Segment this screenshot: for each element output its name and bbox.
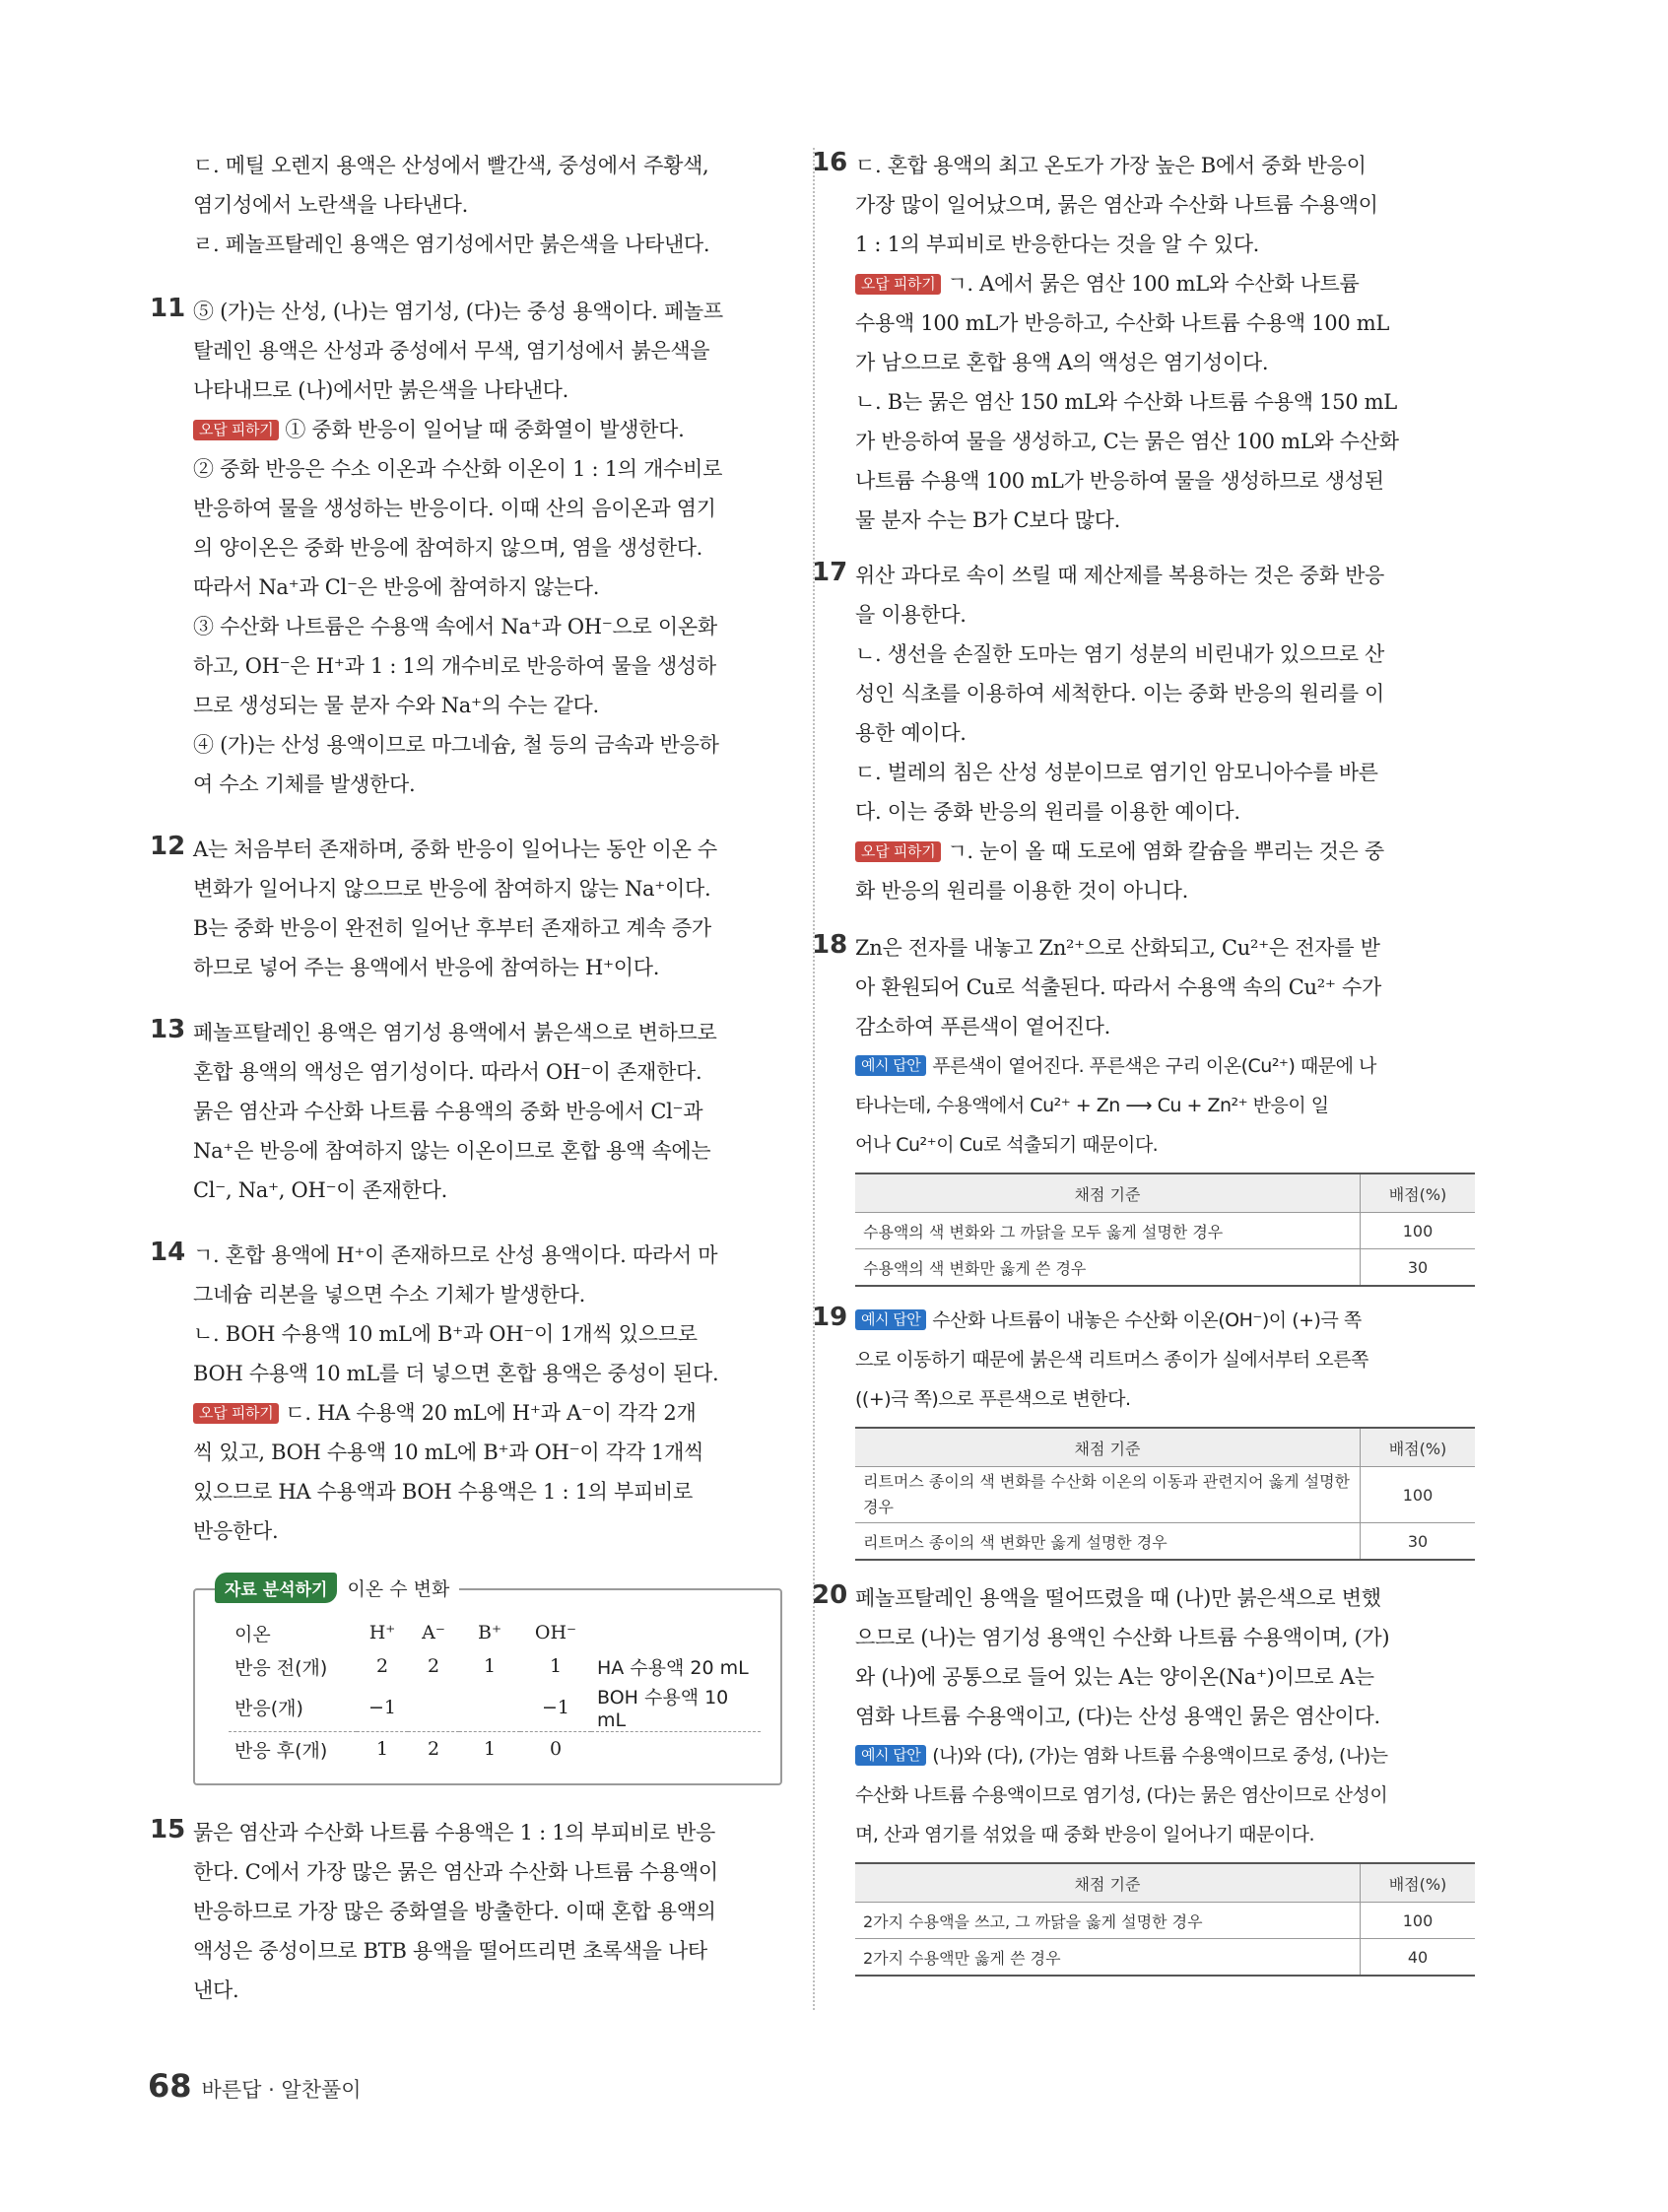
tag-line-text: (나)와 (다), (가)는 염화 나트륨 수용액이므로 중성, (나)는 [932, 1745, 1388, 1767]
question-number: 14 [150, 1238, 186, 1267]
question-number: 17 [812, 558, 848, 587]
text-line: 다. 이는 중화 반응의 원리를 이용한 예이다. [855, 800, 1240, 824]
wrong-answer-tag: 오답 피하기 [855, 841, 941, 862]
question-number: 19 [812, 1303, 848, 1332]
table-row [855, 1523, 1475, 1561]
text-line: 가장 많이 일어났으며, 묽은 염산과 수산화 나트륨 수용액이 [855, 193, 1378, 217]
scoring-table [855, 1427, 1475, 1561]
answer-18 [812, 928, 1475, 1287]
question-number: 15 [150, 1815, 186, 1844]
text-line: 반응하므로 가장 많은 중화열을 방출한다. 이때 혼합 용액의 [193, 1900, 716, 1923]
table-cell: 0 [520, 1732, 591, 1767]
table-cell: 2 [375, 1655, 389, 1677]
text-line: 가 남으므로 혼합 용액 A의 액성은 염기성이다. [855, 351, 1269, 374]
table-row [229, 1683, 761, 1732]
table-cell: 이온 [234, 1623, 271, 1645]
text-line: 낸다. [193, 1978, 239, 2002]
wrong-answer-tag: 오답 피하기 [193, 1403, 279, 1424]
text-line: ㄷ. 벌레의 침은 산성 성분이므로 염기인 암모니아수를 바른 [855, 761, 1378, 784]
left-column [150, 146, 777, 2010]
text-line: 있으므로 HA 수용액과 BOH 수용액은 1 : 1의 부피비로 [193, 1480, 693, 1504]
text-line: Na⁺은 반응에 참여하지 않는 이온이므로 혼합 용액 속에는 [193, 1139, 711, 1163]
text-line: 감소하여 푸른색이 옅어진다. [855, 1015, 1110, 1039]
table-header-cell: 채점 기준 [855, 1173, 1361, 1213]
text-line: 수산화 나트륨 수용액이므로 염기성, (다)는 묽은 염산이므로 산성이 [855, 1784, 1388, 1806]
page-number: 68 [148, 2067, 192, 2105]
table-cell [591, 1616, 761, 1649]
table-cell: 1 [483, 1655, 497, 1677]
tag-line-text: ㄷ. HA 수용액 20 mL에 H⁺과 A⁻이 각각 2개 [285, 1401, 697, 1425]
tagged-line [855, 264, 1475, 303]
text-line: 화 반응의 원리를 이용한 것이 아니다. [855, 879, 1189, 903]
table-cell [408, 1683, 459, 1732]
text-line: 수용액 100 mL가 반응하고, 수산화 나트륨 수용액 100 mL [855, 311, 1390, 335]
text-line: B는 중화 반응이 완전히 일어난 후부터 존재하고 계속 증가 [193, 916, 711, 940]
column-divider [813, 148, 815, 2010]
page-footer [148, 2067, 362, 2105]
text-line: ㄱ. 혼합 용액에 H⁺이 존재하므로 산성 용액이다. 따라서 마 [193, 1243, 718, 1267]
table-cell: 100 [1361, 1213, 1476, 1249]
text-line: 으므로 (나)는 염기성 용액인 수산화 나트륨 수용액이며, (가) [855, 1626, 1390, 1649]
right-column [812, 146, 1475, 1982]
question-number: 12 [150, 832, 186, 861]
text-line: 염화 나트륨 수용액이고, (다)는 산성 용액인 묽은 염산이다. [855, 1705, 1380, 1728]
table-cell: 리트머스 종이의 색 변화만 옳게 설명한 경우 [855, 1523, 1361, 1561]
data-analysis-header [215, 1573, 459, 1603]
table-cell: B⁺ [478, 1622, 501, 1643]
table-cell [459, 1683, 520, 1732]
table-cell: 반응(개) [234, 1698, 303, 1719]
table-cell: 40 [1361, 1939, 1476, 1977]
table-header-row [229, 1616, 761, 1649]
table-cell: 1 [549, 1655, 563, 1677]
table-cell: BOH 수용액 10 mL [597, 1687, 729, 1731]
table-cell: 100 [1361, 1903, 1476, 1939]
tagged-line [855, 1301, 1475, 1340]
question-number: 13 [150, 1015, 186, 1044]
table-row [855, 1939, 1475, 1977]
text-line: 페놀프탈레인 용액은 염기성 용액에서 붉은색으로 변하므로 [193, 1021, 717, 1044]
wrong-answer-tag: 오답 피하기 [855, 274, 941, 295]
text-line: 와 (나)에 공통으로 들어 있는 A는 양이온(Na⁺)이므로 A는 [855, 1665, 1374, 1689]
text-line: 변화가 일어나지 않으므로 반응에 참여하지 않는 Na⁺이다. [193, 877, 711, 901]
text-line: 씩 있고, BOH 수용액 10 mL에 B⁺과 OH⁻이 각각 1개씩 [193, 1441, 704, 1464]
question-number: 20 [812, 1580, 848, 1610]
tagged-line [193, 1393, 777, 1433]
text-line: 1 : 1의 부피비로 반응한다는 것을 알 수 있다. [855, 233, 1260, 256]
answer-12 [150, 830, 777, 987]
ion-count-table [229, 1616, 761, 1766]
text-line: 액성은 중성이므로 BTB 용액을 떨어뜨리면 초록색을 나타 [193, 1939, 707, 1963]
text-line: ㄴ. 생선을 손질한 도마는 염기 성분의 비린내가 있으므로 산 [855, 642, 1385, 666]
text-line: 묽은 염산과 수산화 나트륨 수용액은 1 : 1의 부피비로 반응 [193, 1821, 715, 1844]
text-line: 아 환원되어 Cu로 석출된다. 따라서 수용액 속의 Cu²⁺ 수가 [855, 975, 1381, 999]
table-cell: HA 수용액 20 mL [597, 1656, 749, 1679]
wrong-answer-tag: 오답 피하기 [193, 420, 279, 440]
model-answer-tag: 예시 답안 [855, 1055, 926, 1076]
table-header-row [855, 1428, 1475, 1467]
text-line: 나트륨 수용액 100 mL가 반응하여 물을 생성하므로 생성된 [855, 469, 1384, 493]
table-header-cell: 배점(%) [1361, 1428, 1476, 1467]
text-line: 염기성에서 노란색을 나타낸다. [193, 193, 468, 217]
table-cell: 1 [357, 1732, 408, 1767]
table-cell: 2 [408, 1732, 459, 1767]
tag-line-text: ㄱ. 눈이 올 때 도로에 염화 칼슘을 뿌리는 것은 중 [947, 839, 1384, 863]
table-cell: 2가지 수용액만 옳게 쓴 경우 [855, 1939, 1361, 1977]
answer-10-continued [193, 146, 777, 264]
text-line: 므로 생성되는 물 분자 수와 Na⁺의 수는 같다. [193, 694, 599, 717]
tagged-line [855, 1046, 1475, 1086]
answer-20 [812, 1578, 1475, 1977]
table-row [855, 1249, 1475, 1287]
tag-line-text: 푸른색이 옅어진다. 푸른색은 구리 이온(Cu²⁺) 때문에 나 [932, 1055, 1376, 1077]
table-cell: 2가지 수용액을 쓰고, 그 까닭을 옳게 설명한 경우 [855, 1903, 1361, 1939]
text-line: 따라서 Na⁺과 Cl⁻은 반응에 참여하지 않는다. [193, 575, 600, 599]
page-footer-label: 바른답 · 알찬풀이 [201, 2078, 362, 2102]
text-line: Cl⁻, Na⁺, OH⁻이 존재한다. [193, 1178, 447, 1202]
text-line: 페놀프탈레인 용액을 떨어뜨렸을 때 (나)만 붉은색으로 변했 [855, 1586, 1381, 1610]
text-line: 으로 이동하기 때문에 붉은색 리트머스 종이가 실에서부터 오른쪽 [855, 1349, 1368, 1371]
table-row [855, 1467, 1475, 1523]
table-cell: −1 [367, 1696, 396, 1718]
tag-line-text: ① 중화 반응이 일어날 때 중화열이 발생한다. [285, 418, 685, 441]
text-line: BOH 수용액 10 mL를 더 넣으면 혼합 용액은 중성이 된다. [193, 1362, 719, 1385]
table-cell: 반응 후(개) [229, 1732, 357, 1767]
table-cell: 반응 전(개) [234, 1656, 328, 1679]
table-row [229, 1649, 761, 1683]
question-number: 16 [812, 148, 848, 177]
answer-11 [150, 292, 777, 804]
data-analysis-tag: 자료 분석하기 [215, 1573, 337, 1603]
text-line: Zn은 전자를 내놓고 Zn²⁺으로 산화되고, Cu²⁺은 전자를 받 [855, 936, 1380, 960]
table-cell: 1 [459, 1732, 520, 1767]
text-line: 혼합 용액의 액성은 염기성이다. 따라서 OH⁻이 존재한다. [193, 1060, 702, 1084]
answer-14 [150, 1236, 777, 1551]
text-line: ㄹ. 페놀프탈레인 용액은 염기성에서만 붉은색을 나타낸다. [193, 233, 710, 256]
table-cell: H⁺ [368, 1622, 396, 1643]
table-cell: 수용액의 색 변화와 그 까닭을 모두 옳게 설명한 경우 [855, 1213, 1361, 1249]
table-row [229, 1732, 761, 1767]
table-header-cell: 배점(%) [1361, 1863, 1476, 1903]
table-header-cell: 채점 기준 [855, 1428, 1361, 1467]
model-answer-tag: 예시 답안 [855, 1309, 926, 1330]
table-cell: 30 [1361, 1523, 1476, 1561]
table-cell [591, 1732, 761, 1767]
text-line: 며, 산과 염기를 섞었을 때 중화 반응이 일어나기 때문이다. [855, 1824, 1315, 1845]
answer-16 [812, 146, 1475, 540]
question-number: 18 [812, 930, 848, 960]
table-header-cell: 배점(%) [1361, 1173, 1476, 1213]
text-line: 위산 과다로 속이 쓰릴 때 제산제를 복용하는 것은 중화 반응 [855, 564, 1385, 587]
text-line: 어나 Cu²⁺이 Cu로 석출되기 때문이다. [855, 1134, 1159, 1156]
text-line: 하고, OH⁻은 H⁺과 1 : 1의 개수비로 반응하여 물을 생성하 [193, 654, 716, 678]
table-cell: −1 [541, 1696, 569, 1718]
data-analysis-box [193, 1578, 782, 1785]
data-analysis-title: 이온 수 변화 [347, 1578, 450, 1600]
answer-13 [150, 1013, 777, 1210]
table-cell: 리트머스 종이의 색 변화를 수산화 이온의 이동과 관련지어 옳게 설명한 경우 [855, 1467, 1361, 1523]
table-row [855, 1213, 1475, 1249]
question-number: 11 [150, 294, 186, 323]
answer-15 [150, 1813, 777, 2010]
table-cell: 30 [1361, 1249, 1476, 1287]
text-line: 그네슘 리본을 넣으면 수소 기체가 발생한다. [193, 1283, 585, 1307]
text-line: 묽은 염산과 수산화 나트륨 수용액의 중화 반응에서 Cl⁻과 [193, 1100, 703, 1123]
text-line: 물 분자 수는 B가 C보다 많다. [855, 508, 1121, 532]
text-line: ㄴ. B는 묽은 염산 150 mL와 수산화 나트륨 수용액 150 mL [855, 390, 1397, 414]
text-line: 반응한다. [193, 1519, 279, 1543]
tag-line-text: 수산화 나트륨이 내놓은 수산화 이온(OH⁻)이 (+)극 쪽 [932, 1309, 1362, 1331]
text-line: 하므로 넣어 주는 용액에서 반응에 참여하는 H⁺이다. [193, 956, 660, 979]
table-header-row [855, 1863, 1475, 1903]
answer-19 [812, 1301, 1475, 1561]
tagged-line [855, 832, 1475, 871]
text-line: 성인 식초를 이용하여 세척한다. 이는 중화 반응의 원리를 이 [855, 682, 1385, 705]
text-line: ㄷ. 혼합 용액의 최고 온도가 가장 높은 B에서 중화 반응이 [855, 154, 1367, 177]
answer-17 [812, 556, 1475, 910]
text-line: ③ 수산화 나트륨은 수용액 속에서 Na⁺과 OH⁻으로 이온화 [193, 615, 717, 638]
table-header-row [855, 1173, 1475, 1213]
tagged-line [193, 410, 777, 449]
table-cell: OH⁻ [534, 1622, 577, 1643]
text-line: 나타내므로 (나)에서만 붉은색을 나타낸다. [193, 378, 569, 402]
text-line: ⑤ (가)는 산성, (나)는 염기성, (다)는 중성 용액이다. 페놀프 [193, 300, 723, 323]
text-line: ㄷ. 메틸 오렌지 용액은 산성에서 빨간색, 중성에서 주황색, [193, 154, 709, 177]
table-row [855, 1903, 1475, 1939]
text-line: 가 반응하여 물을 생성하고, C는 묽은 염산 100 mL와 수산화 [855, 430, 1399, 453]
text-line: 타나는데, 수용액에서 Cu²⁺ + Zn ⟶ Cu + Zn²⁺ 반응이 일 [855, 1095, 1329, 1116]
text-line: ((+)극 쪽)으로 푸른색으로 변한다. [855, 1388, 1131, 1410]
table-cell: 100 [1361, 1467, 1476, 1523]
text-line: ㄴ. BOH 수용액 10 mL에 B⁺과 OH⁻이 1개씩 있으므로 [193, 1322, 698, 1346]
table-header-cell: 채점 기준 [855, 1863, 1361, 1903]
text-line: ② 중화 반응은 수소 이온과 수산화 이온이 1 : 1의 개수비로 [193, 457, 723, 481]
table-cell: 수용액의 색 변화만 옳게 쓴 경우 [855, 1249, 1361, 1287]
text-line: 반응하여 물을 생성하는 반응이다. 이때 산의 음이온과 염기 [193, 497, 716, 520]
text-line: 용한 예이다. [855, 721, 967, 745]
model-answer-tag: 예시 답안 [855, 1745, 926, 1766]
table-cell: 2 [427, 1655, 440, 1677]
text-line: 한다. C에서 가장 많은 묽은 염산과 수산화 나트륨 수용액이 [193, 1860, 718, 1884]
tag-line-text: ㄱ. A에서 묽은 염산 100 mL와 수산화 나트륨 [947, 272, 1360, 296]
scoring-table [855, 1173, 1475, 1287]
tagged-line [855, 1736, 1475, 1776]
text-line: 의 양이온은 중화 반응에 참여하지 않으며, 염을 생성한다. [193, 536, 703, 560]
table-cell: A⁻ [422, 1622, 445, 1643]
text-line: 을 이용한다. [855, 603, 967, 627]
text-line: 탈레인 용액은 산성과 중성에서 무색, 염기성에서 붉은색을 [193, 339, 710, 363]
scoring-table [855, 1862, 1475, 1977]
text-line: 여 수소 기체를 발생한다. [193, 772, 416, 796]
text-line: A는 처음부터 존재하며, 중화 반응이 일어나는 동안 이온 수 [193, 838, 717, 861]
text-line: ④ (가)는 산성 용액이므로 마그네슘, 철 등의 금속과 반응하 [193, 733, 719, 757]
